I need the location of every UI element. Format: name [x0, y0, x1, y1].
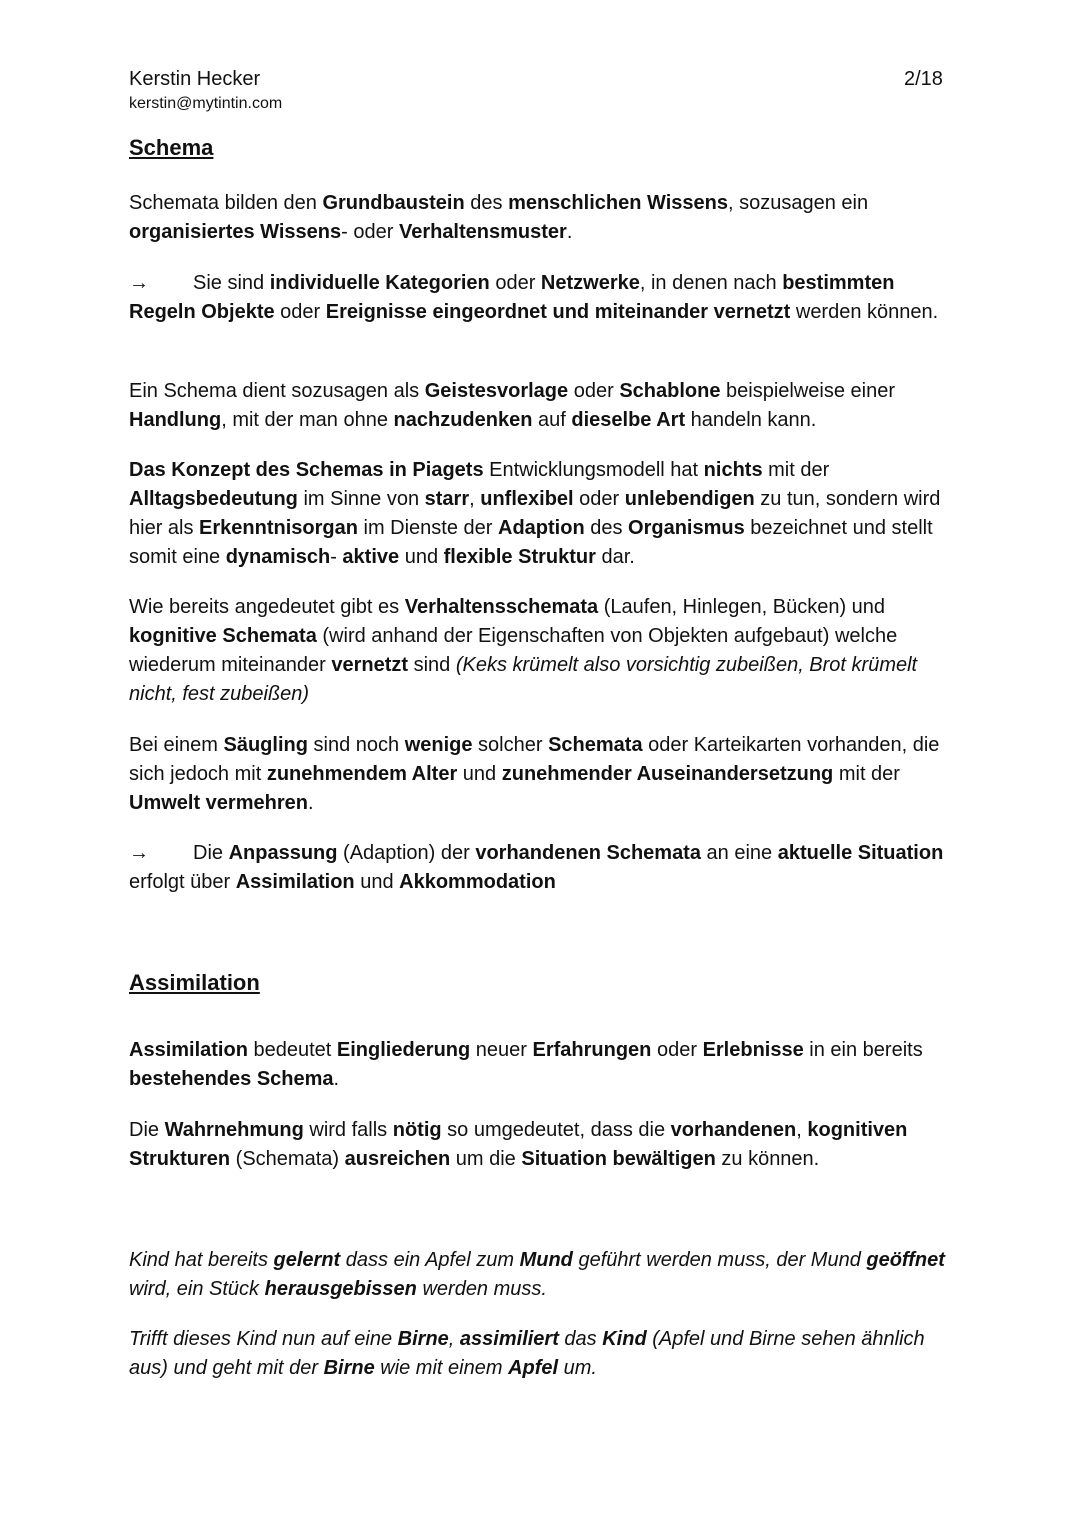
bold-term: Organismus [628, 517, 745, 539]
bold-term: menschlichen Wissens [508, 192, 728, 214]
bold-term: vorhandenen Schemata [475, 842, 701, 864]
paragraph [129, 377, 959, 435]
bold-term: Erfahrungen [532, 1039, 652, 1061]
bold-term: Alltagsbedeutung [129, 488, 298, 510]
bold-term: aktuelle Situation [777, 842, 944, 864]
text-run: wird falls [303, 1119, 393, 1141]
bold-term: starr [424, 488, 470, 510]
text-run: bezeichnet und stellt somit eine [129, 517, 933, 568]
bold-term: Verhaltensmuster [398, 221, 567, 243]
bold-term: Geistesvorlage [424, 380, 569, 402]
text-run: , [469, 488, 481, 510]
bold-term: Birne [323, 1357, 375, 1379]
bold-term: Apfel [508, 1357, 559, 1379]
text-run: um. [558, 1357, 597, 1379]
text-run: Kind hat bereits [129, 1249, 274, 1271]
bold-term: kognitive Schemata [129, 625, 317, 647]
text-run: , in denen nach [639, 272, 783, 294]
bold-term: unflexibel [480, 488, 574, 510]
bold-term: organisiertes Wissens [129, 221, 342, 243]
bold-term: bestehendes Schema [129, 1068, 334, 1090]
text-run: , [796, 1119, 808, 1141]
text-run: (Apfel und Birne sehen ähnlich aus) und geht mit der [129, 1328, 925, 1379]
text-run: sind noch [307, 734, 405, 756]
bold-term: Grundbaustein [322, 192, 465, 214]
text-run: und [399, 546, 444, 568]
bold-term: herausgebissen [264, 1278, 417, 1300]
text-run: Schemata bilden den [129, 192, 323, 214]
bold-term: nötig [392, 1119, 442, 1141]
paragraph [129, 456, 959, 572]
text-run: werden können. [790, 301, 939, 323]
text-run: (Keks krümelt also vorsichtig zubeißen, Brot krümelt nicht, fest zubeißen) [129, 654, 918, 705]
text-run: Ein Schema dient sozusagen als [129, 380, 425, 402]
text-run: , [448, 1328, 460, 1350]
text-run: um die [450, 1148, 522, 1170]
bold-term: Assimilation [235, 871, 355, 893]
paragraph [129, 1116, 959, 1174]
section-title-schema: Schema [129, 135, 214, 160]
bold-term: assimiliert [459, 1328, 559, 1350]
bold-term: vorhandenen [670, 1119, 797, 1141]
bold-term: Anpassung [228, 842, 338, 864]
text-run: wird, ein Stück [129, 1278, 265, 1300]
bold-term: Situation bewältigen [521, 1148, 716, 1170]
bold-term: wenige [404, 734, 473, 756]
text-run: und [354, 871, 400, 893]
text-run: Trifft dieses Kind nun auf eine [129, 1328, 398, 1350]
bold-term: aktive [342, 546, 400, 568]
bold-term: Wahrnehmung [164, 1119, 304, 1141]
text-run: an eine [700, 842, 778, 864]
text-run: solcher [472, 734, 549, 756]
text-run: . [307, 792, 314, 814]
text-run: das [558, 1328, 603, 1350]
paragraph [129, 1325, 959, 1383]
bold-term: Schemata [548, 734, 643, 756]
bold-term: Akkommodation [399, 871, 556, 893]
text-run: , sozusagen ein [727, 192, 869, 214]
bold-term: flexible Struktur [443, 546, 596, 568]
paragraph [129, 593, 959, 709]
text-run: werden muss. [416, 1278, 547, 1300]
bold-term: Mund [519, 1249, 573, 1271]
bold-term: Schablone [619, 380, 721, 402]
bold-term: Erlebnisse [702, 1039, 804, 1061]
author-email: kerstin@mytintin.com [129, 95, 283, 112]
bold-term: geöffnet [866, 1249, 945, 1271]
bold-term: Adaption [498, 517, 585, 539]
text-run: im Sinne von [297, 488, 425, 510]
text-run: sind [408, 654, 456, 676]
text-run: oder [573, 488, 625, 510]
text-run: oder [568, 380, 620, 402]
bold-term: gelernt [273, 1249, 341, 1271]
text-run: geführt werden muss, der Mund [572, 1249, 867, 1271]
arrow-icon: → [129, 272, 149, 294]
bold-term: unlebendigen [624, 488, 755, 510]
text-run: zu tun, sondern wird hier als [129, 488, 941, 539]
text-run: oder Karteikarten vorhanden, die sich jedoch mit [129, 734, 940, 785]
text-run: mit der [762, 459, 830, 481]
bold-term: Handlung [129, 409, 222, 431]
bold-term: Ereignisse eingeordnet und miteinander vernetzt [325, 301, 791, 323]
text-run: oder [489, 272, 541, 294]
bold-term: dynamisch [225, 546, 331, 568]
bold-term: individuelle Kategorien [269, 272, 490, 294]
bold-term: nichts [703, 459, 763, 481]
text-run: zu können. [715, 1148, 820, 1170]
text-run: dass ein Apfel zum [340, 1249, 520, 1271]
text-run: des [464, 192, 509, 214]
text-run: Entwicklungsmodell hat [483, 459, 704, 481]
text-run: beispielweise einer [720, 380, 895, 402]
bold-term: Verhaltensschemata [404, 596, 599, 618]
bold-term: zunehmendem Alter [266, 763, 458, 785]
text-run: und [457, 763, 502, 785]
bold-term: dieselbe Art [571, 409, 686, 431]
text-run: neuer [470, 1039, 533, 1061]
text-run: mit der [833, 763, 900, 785]
paragraph [129, 1246, 959, 1304]
bold-term: zunehmender Auseinandersetzung [501, 763, 834, 785]
text-run: , mit der man ohne [221, 409, 394, 431]
bold-term: Kind [602, 1328, 647, 1350]
text-run: Bei einem [129, 734, 224, 756]
bold-term: vernetzt [331, 654, 409, 676]
text-run: bedeutet [247, 1039, 337, 1061]
page-number: 2/18 [904, 68, 943, 90]
bold-term: Assimilation [129, 1039, 248, 1061]
author-name: Kerstin Hecker [129, 68, 261, 90]
text-run: (Adaption) der [337, 842, 476, 864]
text-run: (Schemata) [230, 1148, 345, 1170]
arrow-icon: → [129, 842, 149, 864]
text-run: Sie sind [193, 272, 270, 294]
bold-term: Säugling [223, 734, 308, 756]
text-run: Die [193, 842, 229, 864]
text-run: Wie bereits angedeutet gibt es [129, 596, 405, 618]
section-title-assimilation: Assimilation [129, 970, 260, 995]
bold-term: Das Konzept des Schemas in Piagets [129, 459, 484, 481]
bold-term: Birne [397, 1328, 449, 1350]
paragraph [129, 189, 959, 247]
bold-term: nachzudenken [393, 409, 533, 431]
text-run: (Laufen, Hinlegen, Bücken) und [598, 596, 886, 618]
text-run: . [566, 221, 573, 243]
paragraph [129, 269, 959, 327]
text-run: - [330, 546, 343, 568]
bold-term: kognitiven Strukturen [129, 1119, 908, 1170]
text-run: oder [651, 1039, 703, 1061]
text-run: dar. [595, 546, 635, 568]
text-run: - oder [341, 221, 399, 243]
bold-term: Erkenntnisorgan [199, 517, 358, 539]
paragraph [129, 1036, 959, 1094]
text-run: im Dienste der [357, 517, 499, 539]
paragraph [129, 839, 959, 897]
text-run: auf [532, 409, 572, 431]
bold-term: bestimmten Regeln Objekte [129, 272, 895, 323]
text-run: wie mit einem [374, 1357, 509, 1379]
text-run: . [333, 1068, 340, 1090]
text-run: Die [129, 1119, 165, 1141]
bold-term: Eingliederung [336, 1039, 471, 1061]
text-run: in ein bereits [803, 1039, 923, 1061]
bold-term: Netzwerke [540, 272, 640, 294]
bold-term: ausreichen [344, 1148, 451, 1170]
bold-term: Umwelt vermehren [129, 792, 308, 814]
text-run: des [584, 517, 629, 539]
paragraph [129, 731, 959, 818]
text-run: (wird anhand der Eigenschaften von Objekten aufgebaut) welche wiederum miteinander [129, 625, 898, 676]
text-run: handeln kann. [685, 409, 817, 431]
text-run: oder [274, 301, 326, 323]
text-run: so umgedeutet, dass die [441, 1119, 671, 1141]
text-run: erfolgt über [129, 871, 236, 893]
